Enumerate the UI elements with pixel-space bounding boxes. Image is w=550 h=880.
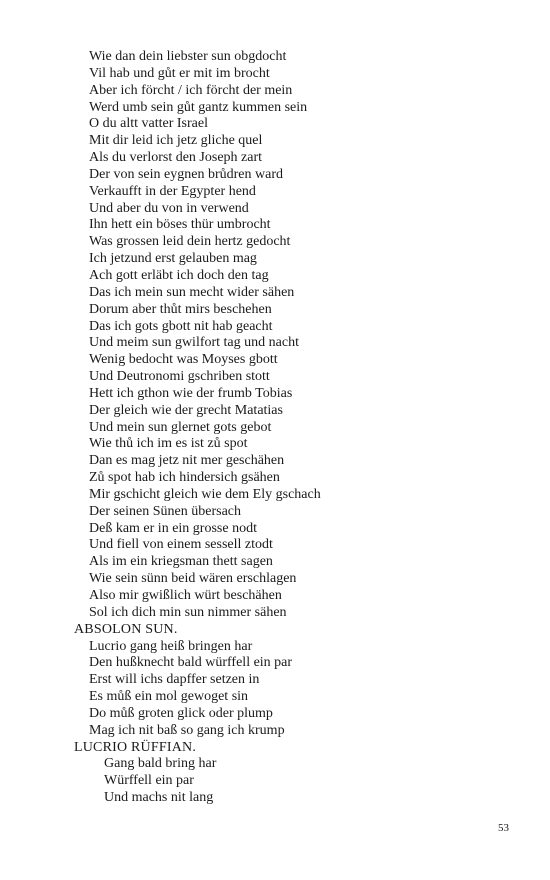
verse-line: Wie sein sünn beid wären erschlagen — [89, 571, 297, 587]
verse-line: Würffell ein par — [104, 773, 194, 789]
verse-line: Verkaufft in der Egypter hend — [89, 183, 256, 199]
verse-line: Was grossen leid dein hertz gedocht — [89, 234, 291, 250]
verse-line: Ihn hett ein böses thür umbrocht — [89, 217, 271, 233]
verse-line: Und mein sun glernet gots gebot — [89, 419, 272, 435]
verse-line: Und fiell von einem sessell ztodt — [89, 537, 273, 553]
verse-line: Und aber du von in verwend — [89, 200, 249, 216]
verse-line: Ach gott erläbt ich doch den tag — [89, 267, 269, 283]
verse-line: Do můß groten glick oder plump — [89, 705, 273, 721]
verse-line: Als im ein kriegsman thett sagen — [89, 554, 273, 570]
verse-line: Lucrio gang heiß bringen har — [89, 638, 253, 654]
verse-line: Zů spot hab ich hindersich gsähen — [89, 470, 280, 486]
verse-line: Der seinen Sünen übersach — [89, 503, 242, 519]
verse-line: Werd umb sein gůt gantz kummen sein — [89, 99, 308, 115]
speaker-heading: LUCRIO RÜFFIAN. — [74, 739, 197, 755]
verse-line: Und Deutronomi gschriben stott — [89, 369, 270, 385]
verse-line: Das ich mein sun mecht wider sähen — [89, 284, 295, 300]
verse-line: Wie thů ich im es ist zů spot — [89, 436, 248, 452]
verse-line: Deß kam er in ein grosse nodt — [89, 520, 257, 536]
verse-line: Mag ich nit baß so gang ich krump — [89, 722, 285, 738]
verse-line: Mir gschicht gleich wie dem Ely gschach — [89, 486, 321, 502]
verse-line: Der gleich wie der grecht Matatias — [89, 402, 283, 418]
verse-line: Sol ich dich min sun nimmer sähen — [89, 604, 287, 620]
verse-line: Hett ich gthon wie der frumb Tobias — [89, 385, 293, 401]
verse-line: Gang bald bring har — [104, 756, 217, 772]
verse-line: Dan es mag jetz nit mer geschähen — [89, 453, 285, 469]
play-text-block — [74, 49, 514, 807]
verse-line: Wie dan dein liebster sun obgdocht — [89, 49, 287, 64]
verse-line: Es můß ein mol gewoget sin — [89, 689, 249, 705]
verse-line: Vil hab und gůt er mit im brocht — [89, 65, 270, 81]
verse-line: Das ich gots gbott nit hab geacht — [89, 318, 273, 334]
verse-line: Als du verlorst den Joseph zart — [89, 150, 263, 166]
verse-line: O du altt vatter Israel — [89, 116, 208, 132]
verse-line: Aber ich förcht / ich förcht der mein — [89, 82, 293, 98]
verse-line: Ich jetzund erst gelauben mag — [89, 251, 257, 267]
speaker-heading: ABSOLON SUN. — [74, 621, 178, 637]
verse-line: Dorum aber thůt mirs beschehen — [89, 301, 272, 317]
verse-line: Den hußknecht bald würffell ein par — [89, 655, 293, 671]
verse-line: Erst will ichs dapffer setzen in — [89, 672, 260, 688]
verse-line: Mit dir leid ich jetz gliche quel — [89, 133, 263, 149]
verse-line: Wenig bedocht was Moyses gbott — [89, 352, 278, 368]
page-number: 53 — [498, 822, 509, 834]
verse-line: Und machs nit lang — [104, 790, 214, 806]
verse-line: Der von sein eygnen brůdren ward — [89, 166, 283, 182]
verse-line: Und meim sun gwilfort tag und nacht — [89, 335, 299, 351]
verse-line: Also mir gwißlich würt beschähen — [89, 588, 282, 603]
